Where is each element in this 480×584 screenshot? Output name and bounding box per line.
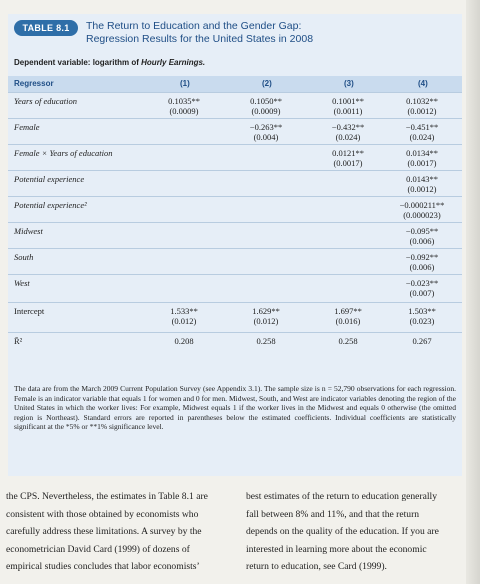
- table-title-line1: The Return to Education and the Gender Gap:: [86, 20, 302, 32]
- row-label: Potential experience²: [14, 200, 87, 210]
- table-row: [8, 170, 462, 196]
- page-edge: [466, 0, 480, 584]
- table-cell: 1.697** (0.016): [334, 306, 362, 326]
- table-cell: −0.451** (0.024): [405, 122, 439, 142]
- body-line: consistent with those obtained by economists who: [6, 508, 199, 520]
- table-cell: −0.432** (0.024): [331, 122, 365, 142]
- column-header-2: (2): [262, 79, 272, 88]
- row-label: Midwest: [14, 226, 43, 236]
- row-label: Intercept: [14, 306, 45, 316]
- table-cell: −0.095** (0.006): [405, 226, 439, 246]
- column-header-3: (3): [344, 79, 354, 88]
- table-cell: 0.1001** (0.0011): [332, 96, 364, 116]
- table-cell: 0.1050** (0.0009): [250, 96, 282, 116]
- table-cell: 0.0143** (0.0012): [406, 174, 438, 194]
- table-cell: 0.267: [412, 336, 432, 346]
- dependent-variable-prefix: Dependent variable: logarithm of: [14, 58, 142, 67]
- column-header-4: (4): [418, 79, 428, 88]
- table-row: [8, 222, 462, 248]
- table-cell: −0.263** (0.004): [249, 122, 283, 142]
- body-line: empirical studies concludes that labor economists’: [6, 561, 200, 573]
- row-label: Female × Years of education: [14, 148, 113, 158]
- table-row: [8, 118, 462, 144]
- table-cell: 0.258: [256, 336, 276, 346]
- body-line: carefully address these limitations. A survey by the: [6, 526, 202, 538]
- table-cell: 0.0134** (0.0017): [406, 148, 438, 168]
- body-line: depends on the quality of the education. If you are: [246, 526, 439, 538]
- table-cell: 1.503** (0.023): [408, 306, 436, 326]
- row-label: R̄²: [14, 336, 23, 346]
- table-row: [8, 196, 462, 222]
- table-cell: 1.629** (0.012): [252, 306, 280, 326]
- table-row: [8, 144, 462, 170]
- body-line: interested in learning more about the economic: [246, 543, 427, 555]
- table-badge: TABLE 8.1: [14, 20, 78, 36]
- table-cell: −0.092** (0.006): [405, 252, 439, 272]
- column-header-row: [8, 76, 462, 92]
- column-header-regressor: Regressor: [14, 79, 54, 88]
- table-row: [8, 302, 462, 332]
- table-cell: 1.533** (0.012): [170, 306, 198, 326]
- table-row: [8, 332, 462, 348]
- row-label: West: [14, 278, 30, 288]
- table-cell: 0.208: [174, 336, 194, 346]
- table-cell: 0.1035** (0.0009): [168, 96, 200, 116]
- dependent-variable: [14, 58, 205, 67]
- body-line: econometrician David Card (1999) of dozens of: [6, 543, 190, 555]
- body-text-right: [246, 488, 468, 576]
- table-row: [8, 92, 462, 118]
- table-title-line2: Regression Results for the United States in 2008: [86, 33, 314, 45]
- column-header-1: (1): [180, 79, 190, 88]
- regression-table: [8, 14, 462, 476]
- row-label: Female: [14, 122, 40, 132]
- body-line: the CPS. Nevertheless, the estimates in Table 8.1 are: [6, 491, 208, 502]
- table-header: [8, 14, 462, 50]
- table-cell: 0.1032** (0.0012): [406, 96, 438, 116]
- table-cell: −0.000211** (0.000023): [399, 200, 445, 220]
- row-label: Potential experience: [14, 174, 85, 184]
- row-label: Years of education: [14, 96, 77, 106]
- table-notes: The data are from the March 2009 Current Population Survey (see Appendix 3.1). The sample size is n = 52,790 observations for each regression. Female is an indicator variable that equals 1 for women and 0 for men. Midwest, South, and West are indicator variables denoting the region of the United States in which the worker lives: For example, Midwest equals 1 if the worker lives in the Midwest and equals 0 otherwise (the omitted region is Northeast). Standard errors are reported in parentheses below the estimated coefficients. Individual coefficients are statistically significant at the *5% or **1% significance level.: [14, 384, 456, 431]
- row-label: South: [14, 252, 34, 262]
- table-row: [8, 274, 462, 302]
- table-cell: 0.258: [338, 336, 358, 346]
- table-cell: 0.0121** (0.0017): [332, 148, 364, 168]
- body-line: best estimates of the return to education generally: [246, 491, 438, 502]
- body-text-left: [6, 488, 230, 576]
- body-line: fall between 8% and 11%, and that the return: [246, 508, 420, 520]
- table-row: [8, 248, 462, 274]
- dependent-variable-name: Hourly Earnings.: [141, 58, 206, 67]
- table-cell: −0.023** (0.007): [405, 278, 439, 298]
- body-line: return to education, see Card (1999).: [246, 561, 387, 573]
